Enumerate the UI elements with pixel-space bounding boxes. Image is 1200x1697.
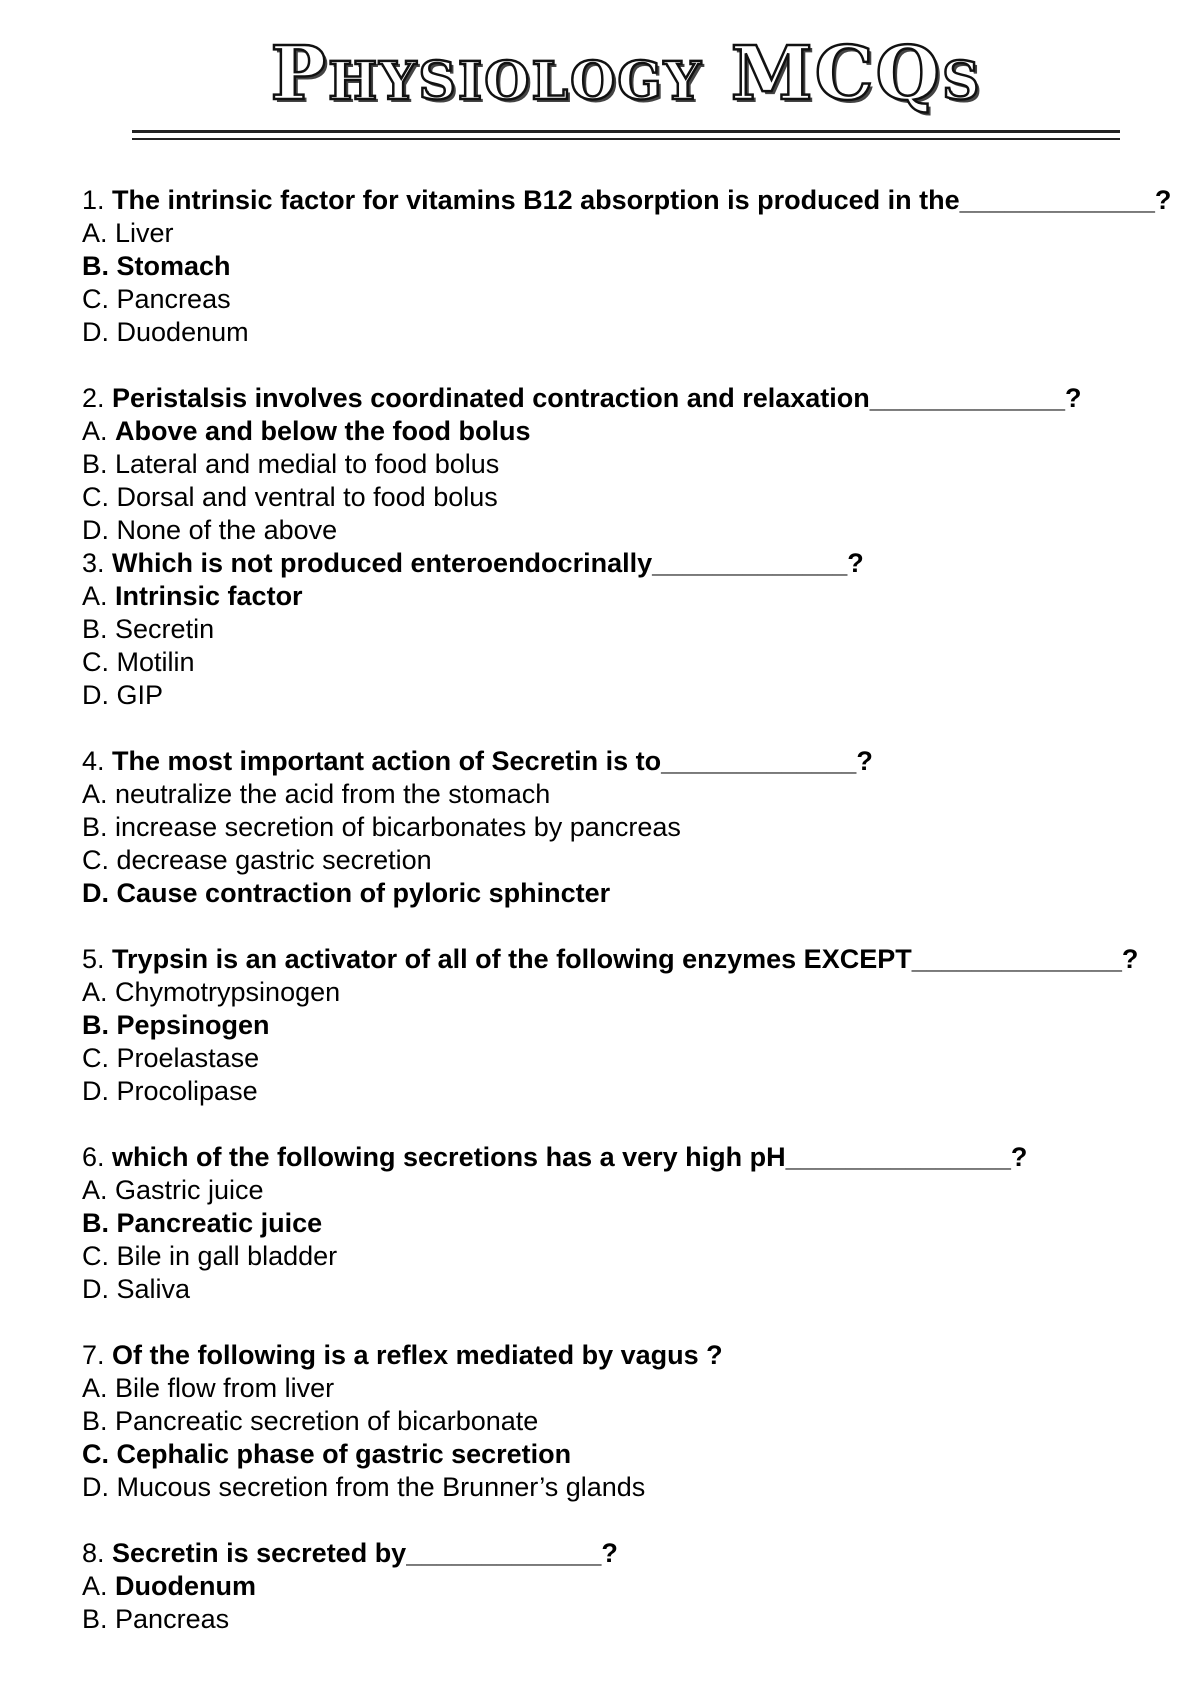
option-letter: C.: [82, 1043, 109, 1073]
question-prompt: Peristalsis involves coordinated contraction and relaxation_____________?: [112, 383, 1082, 413]
option-letter: B.: [82, 1208, 109, 1238]
option-text: Proelastase: [116, 1043, 260, 1073]
option-text: Mucous secretion from the Brunner’s glands: [116, 1472, 646, 1502]
answer-option: [82, 481, 1182, 514]
option-letter: D.: [82, 878, 109, 908]
question-number: 7.: [82, 1340, 105, 1370]
question-text: [82, 1339, 1182, 1372]
option-letter: C.: [82, 1439, 109, 1469]
option-text: Cephalic phase of gastric secretion: [116, 1439, 572, 1469]
answer-option: [82, 217, 1182, 250]
question-text: [82, 1537, 1182, 1570]
option-letter: C.: [82, 647, 109, 677]
option-text: Intrinsic factor: [115, 581, 303, 611]
question-number: 3.: [82, 548, 105, 578]
answer-option: [82, 613, 1182, 646]
option-text: Motilin: [116, 647, 195, 677]
option-letter: A.: [82, 1373, 108, 1403]
question-prompt: Trypsin is an activator of all of the following enzymes EXCEPT______________?: [112, 944, 1139, 974]
option-letter: D.: [82, 1076, 109, 1106]
option-letter: A.: [82, 977, 108, 1007]
option-text: neutralize the acid from the stomach: [115, 779, 551, 809]
question-block: [82, 745, 1182, 910]
answer-option: [82, 646, 1182, 679]
answer-option-correct: [82, 250, 1182, 283]
question-block: [82, 184, 1182, 349]
answer-option: [82, 283, 1182, 316]
question-block: [82, 943, 1182, 1108]
answer-option-correct: [82, 1009, 1182, 1042]
option-letter: D.: [82, 1472, 109, 1502]
option-text: Lateral and medial to food bolus: [115, 449, 500, 479]
question-prompt: Which is not produced enteroendocrinally_____________?: [112, 548, 864, 578]
question-text: [82, 184, 1182, 217]
option-letter: B.: [82, 251, 109, 281]
option-text: None of the above: [116, 515, 338, 545]
answer-option-correct: [82, 580, 1182, 613]
option-letter: B.: [82, 1604, 108, 1634]
question-number: 8.: [82, 1538, 105, 1568]
option-letter: C.: [82, 845, 109, 875]
question-prompt: The intrinsic factor for vitamins B12 absorption is produced in the_____________?: [112, 185, 1172, 215]
answer-option-correct: [82, 877, 1182, 910]
option-letter: C.: [82, 1241, 109, 1271]
answer-option: [82, 316, 1182, 349]
option-text: Stomach: [116, 251, 231, 281]
option-text: Pepsinogen: [116, 1010, 270, 1040]
option-text: Secretin: [115, 614, 215, 644]
question-number: 2.: [82, 383, 105, 413]
answer-option: [82, 1471, 1182, 1504]
answer-option: [82, 1240, 1182, 1273]
option-letter: A.: [82, 416, 108, 446]
question-prompt: which of the following secretions has a very high pH_______________?: [112, 1142, 1028, 1172]
question-text: [82, 943, 1182, 976]
question-block: [82, 1537, 1182, 1636]
question-number: 5.: [82, 944, 105, 974]
answer-option: [82, 1273, 1182, 1306]
option-text: Above and below the food bolus: [115, 416, 531, 446]
answer-option: [82, 778, 1182, 811]
option-letter: B.: [82, 812, 108, 842]
option-text: Gastric juice: [115, 1175, 264, 1205]
answer-option: [82, 844, 1182, 877]
page-title: Physiology MCQs: [270, 31, 982, 117]
option-text: Duodenum: [115, 1571, 257, 1601]
question-block: [82, 547, 1182, 712]
option-letter: D.: [82, 515, 109, 545]
mcq-list: [82, 184, 1182, 1636]
option-text: increase secretion of bicarbonates by pancreas: [115, 812, 681, 842]
question-block: [82, 1141, 1182, 1306]
answer-option-correct: [82, 415, 1182, 448]
question-text: [82, 382, 1182, 415]
answer-option: [82, 1372, 1182, 1405]
option-letter: B.: [82, 614, 108, 644]
answer-option: [82, 1174, 1182, 1207]
option-text: Pancreas: [115, 1604, 230, 1634]
question-text: [82, 1141, 1182, 1174]
title-underline-secondary: [132, 138, 1120, 140]
option-letter: A.: [82, 1571, 108, 1601]
option-letter: A.: [82, 581, 108, 611]
option-text: Procolipase: [116, 1076, 258, 1106]
title-underline: [132, 130, 1120, 133]
question-block: [82, 1339, 1182, 1504]
option-text: Bile in gall bladder: [116, 1241, 338, 1271]
option-text: Pancreatic secretion of bicarbonate: [115, 1406, 539, 1436]
option-text: Pancreatic juice: [116, 1208, 323, 1238]
option-letter: C.: [82, 284, 109, 314]
question-prompt: The most important action of Secretin is to_____________?: [112, 746, 873, 776]
option-text: Chymotrypsinogen: [115, 977, 341, 1007]
answer-option: [82, 679, 1182, 712]
question-block: [82, 382, 1182, 547]
answer-option: [82, 811, 1182, 844]
answer-option: [82, 1075, 1182, 1108]
option-letter: D.: [82, 317, 109, 347]
option-letter: A.: [82, 218, 108, 248]
option-letter: D.: [82, 1274, 109, 1304]
question-text: [82, 547, 1182, 580]
answer-option: [82, 1603, 1182, 1636]
option-letter: B.: [82, 1010, 109, 1040]
option-letter: D.: [82, 680, 109, 710]
option-text: Bile flow from liver: [115, 1373, 335, 1403]
question-prompt: Secretin is secreted by_____________?: [112, 1538, 618, 1568]
question-number: 4.: [82, 746, 105, 776]
option-letter: A.: [82, 779, 108, 809]
answer-option: [82, 1405, 1182, 1438]
question-text: [82, 745, 1182, 778]
answer-option-correct: [82, 1570, 1182, 1603]
answer-option-correct: [82, 1438, 1182, 1471]
option-text: GIP: [116, 680, 164, 710]
answer-option: [82, 1042, 1182, 1075]
option-letter: B.: [82, 449, 108, 479]
option-letter: A.: [82, 1175, 108, 1205]
question-number: 6.: [82, 1142, 105, 1172]
answer-option: [82, 448, 1182, 481]
option-text: Pancreas: [116, 284, 231, 314]
option-text: Cause contraction of pyloric sphincter: [116, 878, 611, 908]
question-number: 1.: [82, 185, 105, 215]
answer-option-correct: [82, 1207, 1182, 1240]
option-letter: C.: [82, 482, 109, 512]
option-text: Liver: [115, 218, 174, 248]
option-letter: B.: [82, 1406, 108, 1436]
title-block: [132, 28, 1120, 120]
option-text: decrease gastric secretion: [116, 845, 432, 875]
answer-option: [82, 976, 1182, 1009]
option-text: Dorsal and ventral to food bolus: [116, 482, 498, 512]
answer-option: [82, 514, 1182, 547]
question-prompt: Of the following is a reflex mediated by vagus ?: [112, 1340, 723, 1370]
option-text: Saliva: [116, 1274, 191, 1304]
option-text: Duodenum: [116, 317, 249, 347]
